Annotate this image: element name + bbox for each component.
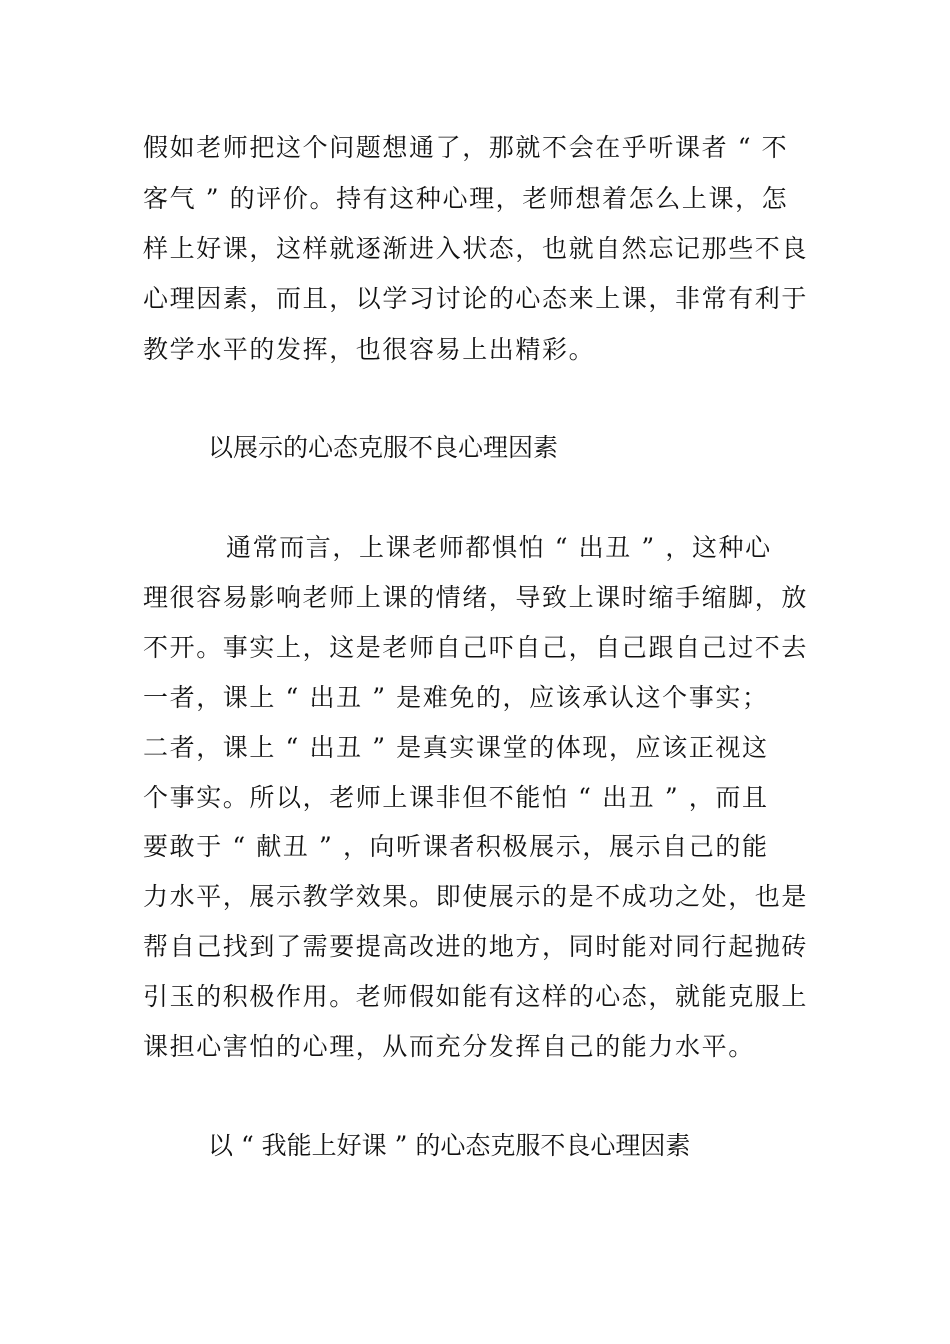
section-heading: 以 “ 我能上好课 ” 的心态克服不良心理因素 bbox=[208, 1131, 691, 1160]
paragraph-line: 二者，课上 “ 出丑 ” 是真实课堂的体现，应该正视这 bbox=[143, 733, 769, 762]
paragraph-line: 力水平，展示教学效果。即使展示的是不成功之处，也是 bbox=[143, 882, 809, 911]
paragraph-line: 个事实。所以，老师上课非但不能怕 “ 出丑 ” ，而且 bbox=[143, 783, 769, 812]
paragraph-line: 引玉的积极作用。老师假如能有这样的心态，就能克服上 bbox=[143, 982, 809, 1011]
paragraph-line: 通常而言，上课老师都惧怕 “ 出丑 ” ，这种心 bbox=[226, 533, 772, 562]
section-heading: 以展示的心态克服不良心理因素 bbox=[208, 433, 559, 462]
paragraph-line: 课担心害怕的心理，从而充分发挥自己的能力水平。 bbox=[143, 1032, 755, 1061]
paragraph-line: 要敢于 “ 献丑 ” ，向听课者积极展示，展示自己的能 bbox=[143, 832, 769, 861]
paragraph-line: 心理因素，而且，以学习讨论的心态来上课，非常有利于 bbox=[143, 284, 809, 313]
paragraph-line: 样上好课，这样就逐渐进入状态，也就自然忘记那些不良 bbox=[143, 234, 809, 263]
paragraph-line: 客气 ” 的评价。持有这种心理，老师想着怎么上课，怎 bbox=[143, 184, 789, 213]
paragraph-line: 假如老师把这个问题想通了，那就不会在乎听课者 “ 不 bbox=[143, 133, 789, 162]
paragraph-line: 理很容易影响老师上课的情绪，导致上课时缩手缩脚，放 bbox=[143, 583, 809, 612]
paragraph-line: 帮自己找到了需要提高改进的地方，同时能对同行起抛砖 bbox=[143, 932, 809, 961]
paragraph-line: 一者，课上 “ 出丑 ” 是难免的，应该承认这个事实； bbox=[143, 683, 769, 712]
paragraph-line: 教学水平的发挥，也很容易上出精彩。 bbox=[143, 335, 596, 364]
paragraph-line: 不开。事实上，这是老师自己吓自己，自己跟自己过不去 bbox=[143, 633, 809, 662]
